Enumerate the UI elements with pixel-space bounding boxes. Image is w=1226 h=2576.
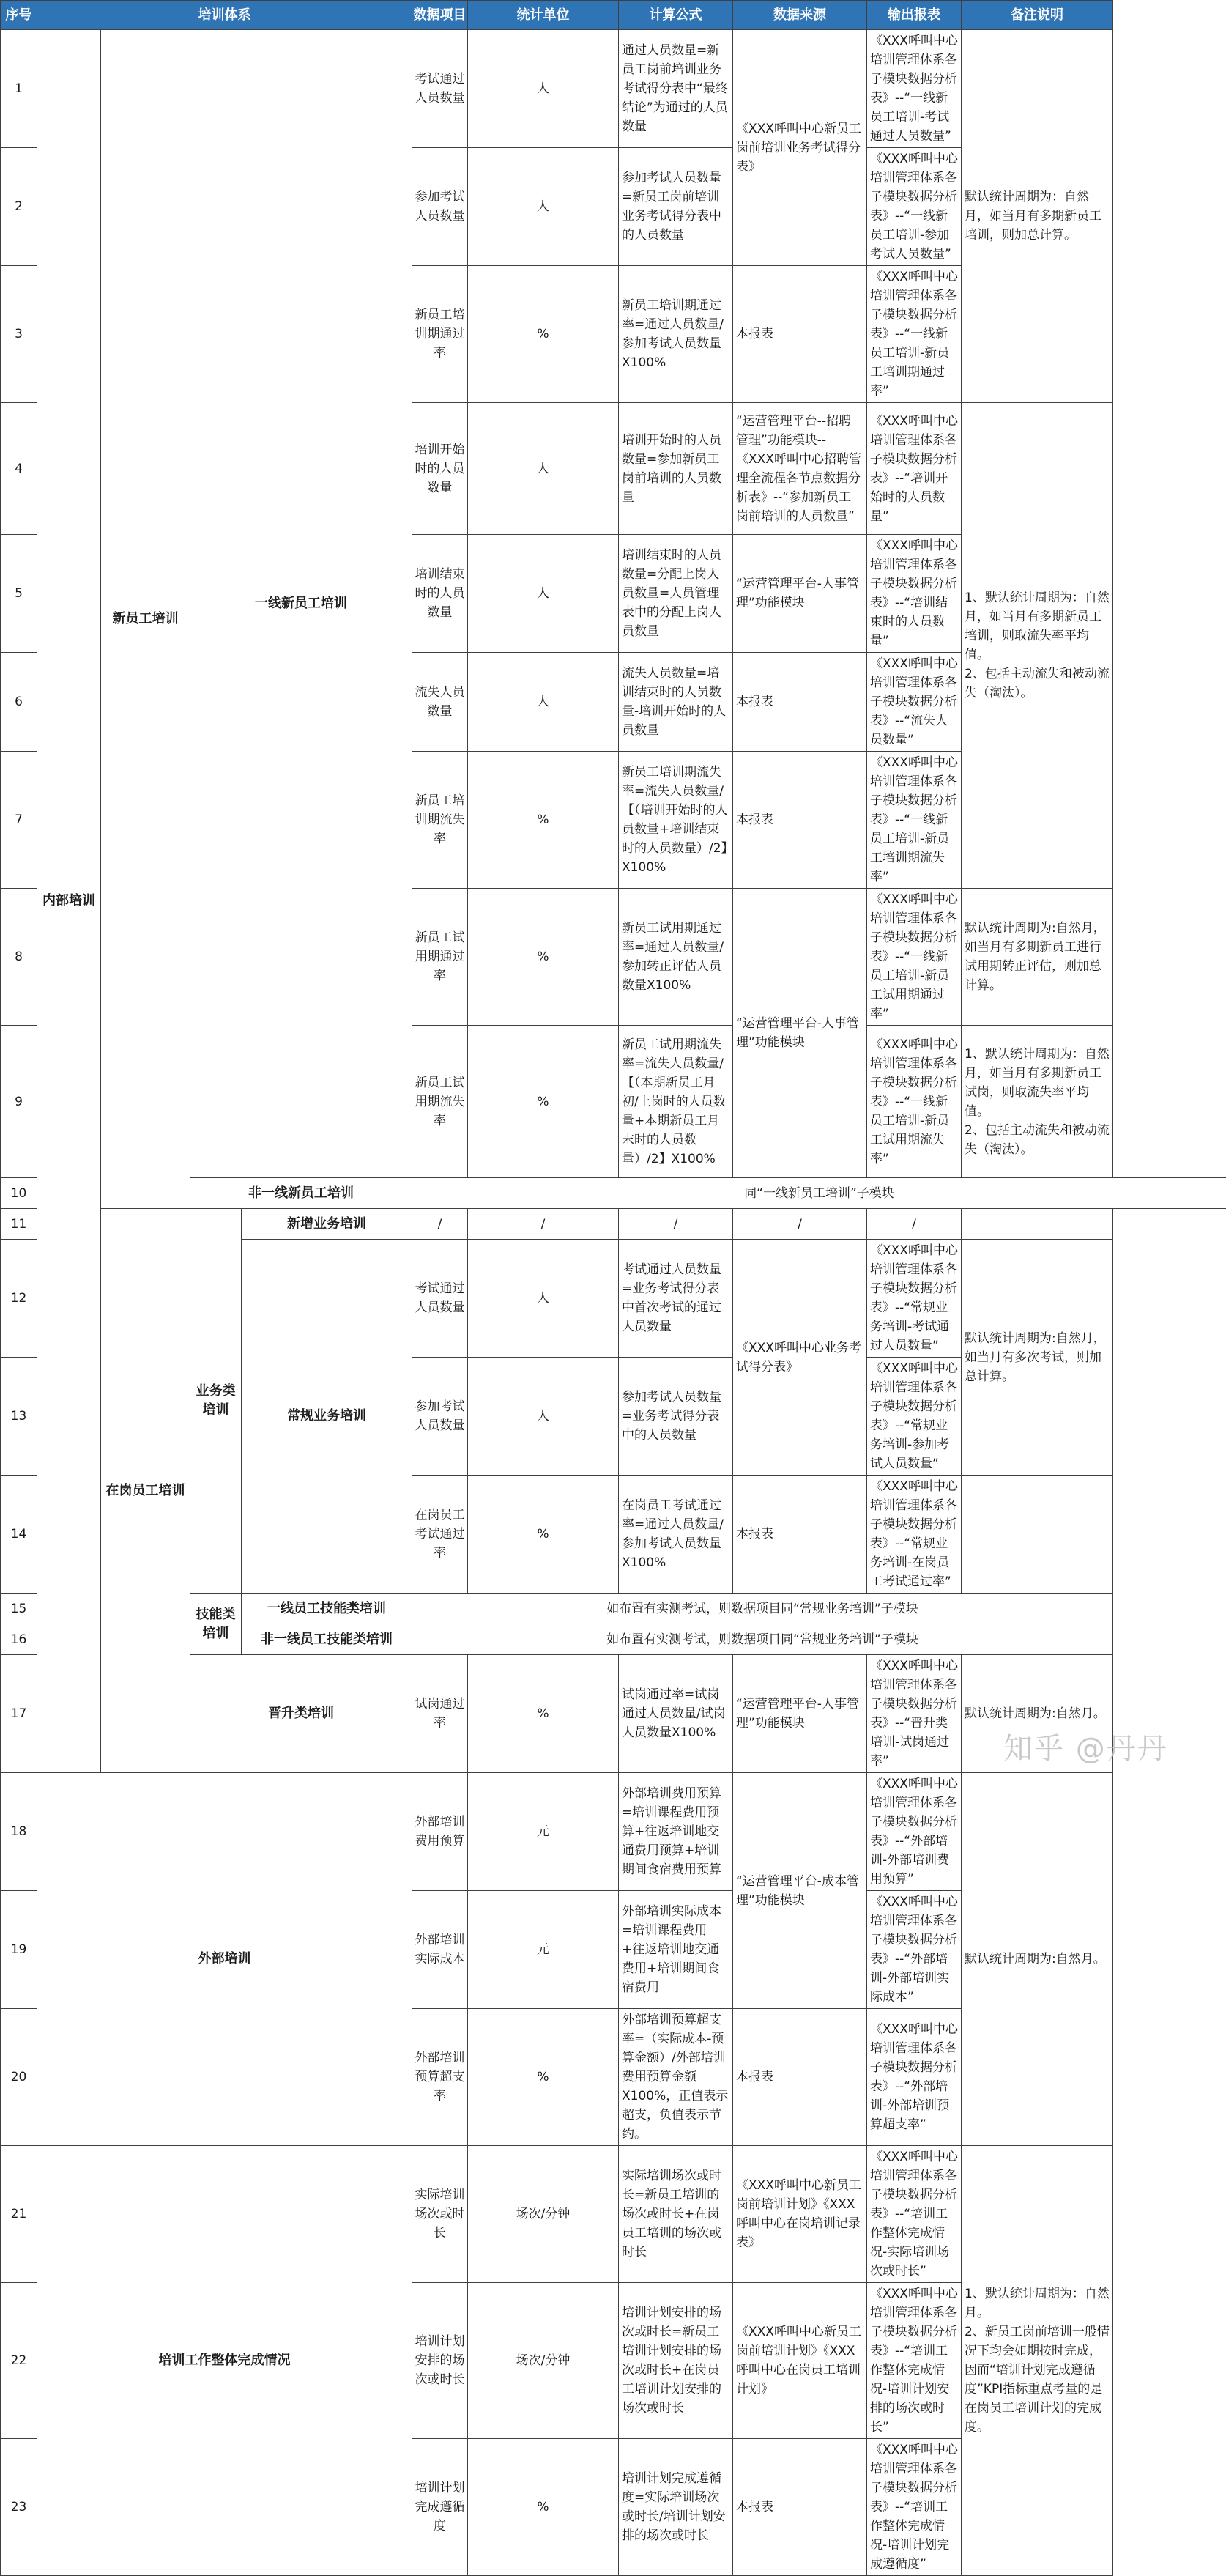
formula: 外部培训预算超支率=（实际成本-预算金额）/外部培训费用预算金额X100%，正值表示超支，负值表示节约。 [619, 2009, 733, 2146]
unit: 人 [468, 1358, 619, 1476]
data-source: 本报表 [733, 752, 867, 889]
output-report: 《XXX呼叫中心培训管理体系各子模块数据分析表》--“一线新员工培训-新员工试用期流失率” [867, 1026, 962, 1178]
data-item: 考试通过人员数量 [412, 1240, 468, 1358]
formula: 参加考试人员数量=业务考试得分表中的人员数量 [619, 1358, 733, 1476]
formula: 培训结束时的人员数量=分配上岗人员数量=人员管理表中的分配上岗人员数量 [619, 535, 733, 653]
row-number: 20 [1, 2009, 37, 2146]
group-regular-business: 常规业务培训 [242, 1240, 412, 1594]
unit: 人 [468, 1240, 619, 1358]
unit: 人 [468, 403, 619, 535]
unit: 场次/分钟 [468, 2283, 619, 2439]
row-number: 5 [1, 535, 37, 653]
output-report: 《XXX呼叫中心培训管理体系各子模块数据分析表》--“常规业务培训-参加考试人员数量” [867, 1358, 962, 1476]
unit: 人 [468, 535, 619, 653]
formula: 在岗员工考试通过率=通过人员数量/参加考试人员数量X100% [619, 1476, 733, 1594]
header-cell: 培训体系 [37, 1, 412, 30]
output-report: 《XXX呼叫中心培训管理体系各子模块数据分析表》--“一线新员工培训-新员工培训期通过率” [867, 266, 962, 403]
output-report: 《XXX呼叫中心培训管理体系各子模块数据分析表》--“培训工作整体完成情况-培训计划安排的场次或时长” [867, 2283, 962, 2439]
merged-note: 如布置有实测考试，则数据项目同“常规业务培训”子模块 [412, 1594, 1113, 1624]
unit: 场次/分钟 [468, 2146, 619, 2283]
data-source: 《XXX呼叫中心业务考试得分表》 [733, 1240, 867, 1476]
output-report: 《XXX呼叫中心培训管理体系各子模块数据分析表》--“常规业务培训-在岗员工考试通过率” [867, 1476, 962, 1594]
formula: 参加考试人员数量=新员工岗前培训业务考试得分表中的人员数量 [619, 148, 733, 266]
unit: % [468, 1655, 619, 1773]
row-number: 19 [1, 1891, 37, 2009]
row-number: 17 [1, 1655, 37, 1773]
formula: 培训计划完成遵循度=实际培训场次或时长/培训计划安排的场次或时长 [619, 2439, 733, 2576]
unit: % [468, 266, 619, 403]
row-number: 6 [1, 653, 37, 752]
unit: % [468, 889, 619, 1026]
data-source: “运营管理平台-人事管理”功能模块 [733, 535, 867, 653]
formula: 流失人员数量=培训结束时的人员数量-培训开始时的人员数量 [619, 653, 733, 752]
unit: % [468, 1026, 619, 1178]
group-internal: 内部培训 [37, 30, 101, 1773]
row-number: 11 [1, 1209, 37, 1240]
data-item: 在岗员工考试通过率 [412, 1476, 468, 1594]
merged-note: 如布置有实测考试，则数据项目同“常规业务培训”子模块 [412, 1624, 1113, 1655]
data-item: 培训计划完成遵循度 [412, 2439, 468, 2576]
header-cell: 备注说明 [962, 1, 1113, 30]
data-source: / [733, 1209, 867, 1240]
header-cell: 统计单位 [468, 1, 619, 30]
unit: % [468, 2439, 619, 2576]
row-number: 7 [1, 752, 37, 889]
data-item: / [412, 1209, 468, 1240]
row-number: 22 [1, 2283, 37, 2439]
output-report: 《XXX呼叫中心培训管理体系各子模块数据分析表》--“培训工作整体完成情况-培训计划完成遵循度” [867, 2439, 962, 2576]
table-row [1, 2146, 1226, 2283]
output-report: 《XXX呼叫中心培训管理体系各子模块数据分析表》--“一线新员工培训-参加考试人员数量” [867, 148, 962, 266]
unit: 元 [468, 1891, 619, 2009]
row-number: 13 [1, 1358, 37, 1476]
data-item: 新员工培训期流失率 [412, 752, 468, 889]
output-report: 《XXX呼叫中心培训管理体系各子模块数据分析表》--“外部培训-外部培训费用预算” [867, 1773, 962, 1891]
formula: / [619, 1209, 733, 1240]
data-item: 培训结束时的人员数量 [412, 535, 468, 653]
unit: % [468, 1476, 619, 1594]
data-source: “运营管理平台--招聘管理”功能模块--《XXX呼叫中心招聘管理全流程各节点数据分析表》--“参加新员工岗前培训的人员数量” [733, 403, 867, 535]
output-report: 《XXX呼叫中心培训管理体系各子模块数据分析表》--“流失人员数量” [867, 653, 962, 752]
data-item: 试岗通过率 [412, 1655, 468, 1773]
note: 1、默认统计周期为：自然月，如当月有多期新员工培训，则取流失率平均值。 2、包括主动流失和被动流失（淘汰）。 [962, 403, 1113, 889]
table-row [1, 1773, 1226, 1891]
group-onjob: 在岗员工培训 [101, 1209, 190, 1773]
data-item: 新员工试用期通过率 [412, 889, 468, 1026]
unit: % [468, 752, 619, 889]
group-frontline-new: 一线新员工培训 [190, 30, 412, 1178]
output-report: 《XXX呼叫中心培训管理体系各子模块数据分析表》--“一线新员工培训-新员工试用期通过率” [867, 889, 962, 1026]
row-number: 18 [1, 1773, 37, 1891]
output-report: 《XXX呼叫中心培训管理体系各子模块数据分析表》--“常规业务培训-考试通过人员数量” [867, 1240, 962, 1358]
header-cell: 数据项目 [412, 1, 468, 30]
formula: 通过人员数量=新员工岗前培训业务考试得分表中“最终结论”为通过的人员数量 [619, 30, 733, 148]
row-number: 2 [1, 148, 37, 266]
row-number: 12 [1, 1240, 37, 1358]
output-report: 《XXX呼叫中心培训管理体系各子模块数据分析表》--“一线新员工培训-新员工培训期流失率” [867, 752, 962, 889]
formula: 新员工试用期流失率=流失人员数量/【（本期新员工月初/上岗时的人员数量+本期新员工月末时的人员数量）/2】X100% [619, 1026, 733, 1178]
output-report: / [867, 1209, 962, 1240]
row-number: 8 [1, 889, 37, 1026]
formula: 实际培训场次或时长=新员工培训的场次或时长+在岗员工培训的场次或时长 [619, 2146, 733, 2283]
unit: 人 [468, 148, 619, 266]
formula: 培训计划安排的场次或时长=新员工培训计划安排的场次或时长+在岗员工培训计划安排的场次或时长 [619, 2283, 733, 2439]
group-skill: 技能类培训 [190, 1594, 242, 1655]
unit: 人 [468, 653, 619, 752]
formula: 外部培训实际成本=培训课程费用+往返培训地交通费用+培训期间食宿费用 [619, 1891, 733, 2009]
formula: 培训开始时的人员数量=参加新员工岗前培训的人员数量 [619, 403, 733, 535]
note: 默认统计周期为:自然月，如当月有多期新员工进行试用期转正评估，则加总计算。 [962, 889, 1113, 1026]
formula: 新员工培训期流失率=流失人员数量/【（培训开始时的人员数量+培训结束时的人员数量）/2】X100% [619, 752, 733, 889]
formula: 新员工培训期通过率=通过人员数量/参加考试人员数量X100% [619, 266, 733, 403]
header-cell: 数据来源 [733, 1, 867, 30]
note: 默认统计周期为:自然月。 [962, 1773, 1113, 2146]
group-frontline-skill: 一线员工技能类培训 [242, 1594, 412, 1624]
row-number: 4 [1, 403, 37, 535]
data-item: 外部培训预算超支率 [412, 2009, 468, 2146]
row-number: 1 [1, 30, 37, 148]
data-item: 新员工培训期通过率 [412, 266, 468, 403]
unit: 元 [468, 1773, 619, 1891]
data-source: “运营管理平台-人事管理”功能模块 [733, 889, 867, 1178]
table-row [1, 1209, 1226, 1240]
data-source: “运营管理平台-成本管理”功能模块 [733, 1773, 867, 2009]
row-number: 16 [1, 1624, 37, 1655]
data-source: 本报表 [733, 2439, 867, 2576]
row-number: 23 [1, 2439, 37, 2576]
data-source: 本报表 [733, 266, 867, 403]
data-item: 新员工试用期流失率 [412, 1026, 468, 1178]
row-number: 14 [1, 1476, 37, 1594]
data-item: 参加考试人员数量 [412, 1358, 468, 1476]
output-report: 《XXX呼叫中心培训管理体系各子模块数据分析表》--“一线新员工培训-考试通过人员数量” [867, 30, 962, 148]
table-row [1, 30, 1226, 148]
data-item: 培训开始时的人员数量 [412, 403, 468, 535]
output-report: 《XXX呼叫中心培训管理体系各子模块数据分析表》--“外部培训-外部培训实际成本” [867, 1891, 962, 2009]
merged-note: 同“一线新员工培训”子模块 [412, 1178, 1226, 1209]
data-item: 流失人员数量 [412, 653, 468, 752]
group-new-business: 新增业务培训 [242, 1209, 412, 1240]
formula: 外部培训费用预算=培训课程费用预算+往返培训地交通费用预算+培训期间食宿费用预算 [619, 1773, 733, 1891]
row-number: 9 [1, 1026, 37, 1178]
data-source: “运营管理平台-人事管理”功能模块 [733, 1655, 867, 1773]
unit: 人 [468, 30, 619, 148]
row-number: 21 [1, 2146, 37, 2283]
group-business: 业务类培训 [190, 1209, 242, 1594]
group-nonfrontline-skill: 非一线员工技能类培训 [242, 1624, 412, 1655]
data-item: 培训计划安排的场次或时长 [412, 2283, 468, 2439]
group-external: 外部培训 [37, 1773, 412, 2146]
header-cell: 计算公式 [619, 1, 733, 30]
header-cell: 输出报表 [867, 1, 962, 30]
note [962, 1476, 1113, 1594]
output-report: 《XXX呼叫中心培训管理体系各子模块数据分析表》--“培训工作整体完成情况-实际培训场次或时长” [867, 2146, 962, 2283]
group-nonfrontline-new: 非一线新员工培训 [190, 1178, 412, 1209]
output-report: 《XXX呼叫中心培训管理体系各子模块数据分析表》--“外部培训-外部培训预算超支率” [867, 2009, 962, 2146]
unit: / [468, 1209, 619, 1240]
note: 默认统计周期为：自然月，如当月有多期新员工培训，则加总计算。 [962, 30, 1113, 403]
note: 默认统计周期为:自然月。 [962, 1655, 1113, 1773]
data-source: 《XXX呼叫中心新员工岗前培训计划》《XXX呼叫中心在岗培训记录表》 [733, 2146, 867, 2283]
row-number: 15 [1, 1594, 37, 1624]
data-source: 本报表 [733, 1476, 867, 1594]
header-cell: 序号 [1, 1, 37, 30]
data-item: 实际培训场次或时长 [412, 2146, 468, 2283]
data-item: 参加考试人员数量 [412, 148, 468, 266]
data-item: 外部培训实际成本 [412, 1891, 468, 2009]
formula: 新员工试用期通过率=通过人员数量/参加转正评估人员数量X100% [619, 889, 733, 1026]
group-promotion: 晋升类培训 [190, 1655, 412, 1773]
note: 1、默认统计周期为：自然月。 2、新员工岗前培训一般情况下均会如期按时完成，因而“培训计划完成遵循度”KPI指标重点考量的是在岗员工培训计划的完成度。 [962, 2146, 1113, 2576]
header-row [1, 1, 1226, 30]
formula: 试岗通过率=试岗通过人员数量/试岗人员数量X100% [619, 1655, 733, 1773]
data-source: 本报表 [733, 653, 867, 752]
output-report: 《XXX呼叫中心培训管理体系各子模块数据分析表》--“培训开始时的人员数量” [867, 403, 962, 535]
note: 1、默认统计周期为：自然月，如当月有多期新员工试岗，则取流失率平均值。 2、包括主动流失和被动流失（淘汰）。 [962, 1026, 1113, 1178]
output-report: 《XXX呼叫中心培训管理体系各子模块数据分析表》--“晋升类培训-试岗通过率” [867, 1655, 962, 1773]
data-item: 考试通过人员数量 [412, 30, 468, 148]
note: 默认统计周期为:自然月，如当月有多次考试，则加总计算。 [962, 1240, 1113, 1476]
data-source: 本报表 [733, 2009, 867, 2146]
watermark: 知乎 @丹丹 [1003, 1725, 1168, 1767]
note [962, 1209, 1113, 1240]
formula: 考试通过人员数量=业务考试得分表中首次考试的通过人员数量 [619, 1240, 733, 1358]
row-number: 10 [1, 1178, 37, 1209]
output-report: 《XXX呼叫中心培训管理体系各子模块数据分析表》--“培训结束时的人员数量” [867, 535, 962, 653]
data-source: 《XXX呼叫中心新员工岗前培训业务考试得分表》 [733, 30, 867, 266]
data-source: 《XXX呼叫中心新员工岗前培训计划》《XXX呼叫中心在岗员工培训计划》 [733, 2283, 867, 2439]
data-item: 外部培训费用预算 [412, 1773, 468, 1891]
group-new-employee: 新员工培训 [101, 30, 190, 1209]
unit: % [468, 2009, 619, 2146]
group-overall: 培训工作整体完成情况 [37, 2146, 412, 2576]
row-number: 3 [1, 266, 37, 403]
